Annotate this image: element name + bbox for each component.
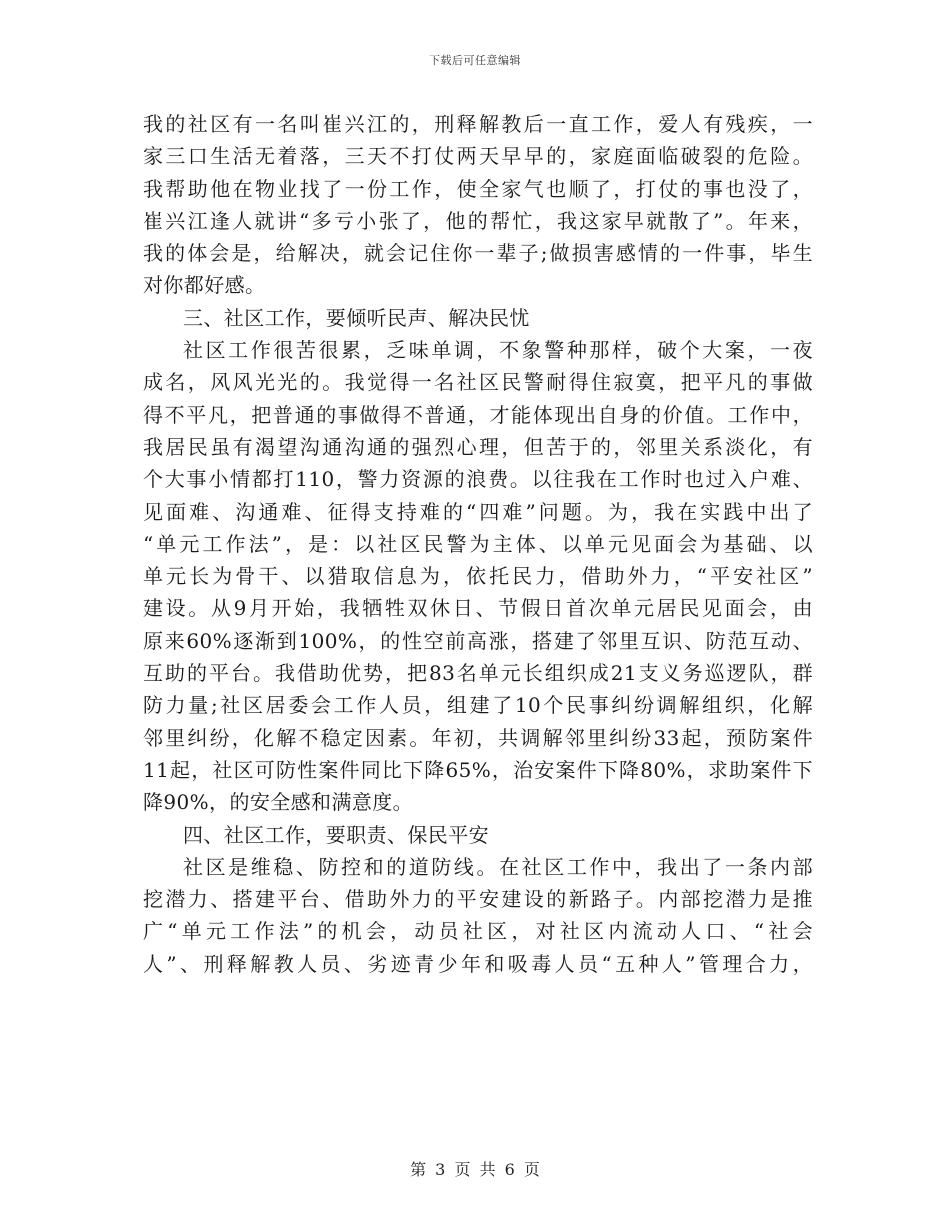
text-line: 邻里纠纷，化解不稳定因素。年初，共调解邻里纠纷33起，预防案件 <box>143 725 813 750</box>
text-line: 原来60%逐渐到100%，的性空前高涨，搭建了邻里互识、防范互动、 <box>143 628 813 653</box>
text-line: 单元长为骨干、以猎取信息为，依托民力，借助外力，“平安社区” <box>143 564 813 589</box>
text-line: 降90%，的安全感和满意度。 <box>143 790 414 815</box>
text-line: 我的体会是，给解决，就会记住你一辈子;做损害感情的一件事，毕生 <box>143 241 813 266</box>
page-number: 第 3 页 共 6 页 <box>410 1160 540 1179</box>
text-line: 建设。从9月开始，我牺牲双休日、节假日首次单元居民见面会，由 <box>143 596 813 621</box>
text-line: 广“单元工作法”的机会，动员社区，对社区内流动人口、“社会 <box>143 919 813 944</box>
text-line: 11起，社区可防性案件同比下降65%，治安案件下降80%，求助案件下 <box>143 757 813 782</box>
text-line: 对你都好感。 <box>143 273 266 298</box>
text-line: 四、社区工作，要职责、保民平安 <box>183 822 489 847</box>
header-note: 下载后可任意编辑 <box>429 54 521 67</box>
text-line: 得不平凡，把普通的事做得不普通，才能体现出自身的价值。工作中， <box>143 402 813 427</box>
text-line: 三、社区工作，要倾听民声、解决民忧 <box>183 305 530 330</box>
text-line: 见面难、沟通难、征得支持难的“四难”问题。为，我在实践中出了 <box>143 499 813 524</box>
text-line: 挖潜力、搭建平台、借助外力的平安建设的新路子。内部挖潜力是推 <box>143 887 813 912</box>
text-line: “单元工作法”，是：以社区民警为主体、以单元见面会为基础、以 <box>143 531 813 556</box>
text-line: 社区工作很苦很累，乏味单调，不象警种那样，破个大案，一夜 <box>183 338 813 363</box>
text-line: 我帮助他在物业找了一份工作，使全家气也顺了，打仗的事也没了， <box>143 176 813 201</box>
text-line: 互助的平台。我借助优势，把83名单元长组织成21支义务巡逻队，群 <box>143 661 813 686</box>
text-line: 我的社区有一名叫崔兴江的，刑释解教后一直工作，爱人有残疾，一 <box>143 112 813 136</box>
text-line: 成名，风风光光的。我觉得一名社区民警耐得住寂寞，把平凡的事做 <box>143 370 813 395</box>
document-body <box>143 108 813 980</box>
text-line: 人”、刑释解教人员、劣迹青少年和吸毒人员“五种人”管理合力， <box>143 951 813 976</box>
text-line: 个大事小情都打110，警力资源的浪费。以往我在工作时也过入户难、 <box>143 467 813 492</box>
text-line: 我居民虽有渴望沟通沟通的强烈心理，但苦于的，邻里关系淡化，有 <box>143 434 813 459</box>
text-line: 崔兴江逢人就讲“多亏小张了，他的帮忙，我这家早就散了”。年来， <box>143 208 813 233</box>
text-line: 家三口生活无着落，三天不打仗两天早早的，家庭面临破裂的危险。 <box>143 144 813 169</box>
text-line: 社区是维稳、防控和的道防线。在社区工作中，我出了一条内部 <box>183 854 813 879</box>
text-line: 防力量;社区居委会工作人员，组建了10个民事纠纷调解组织，化解 <box>143 693 813 718</box>
